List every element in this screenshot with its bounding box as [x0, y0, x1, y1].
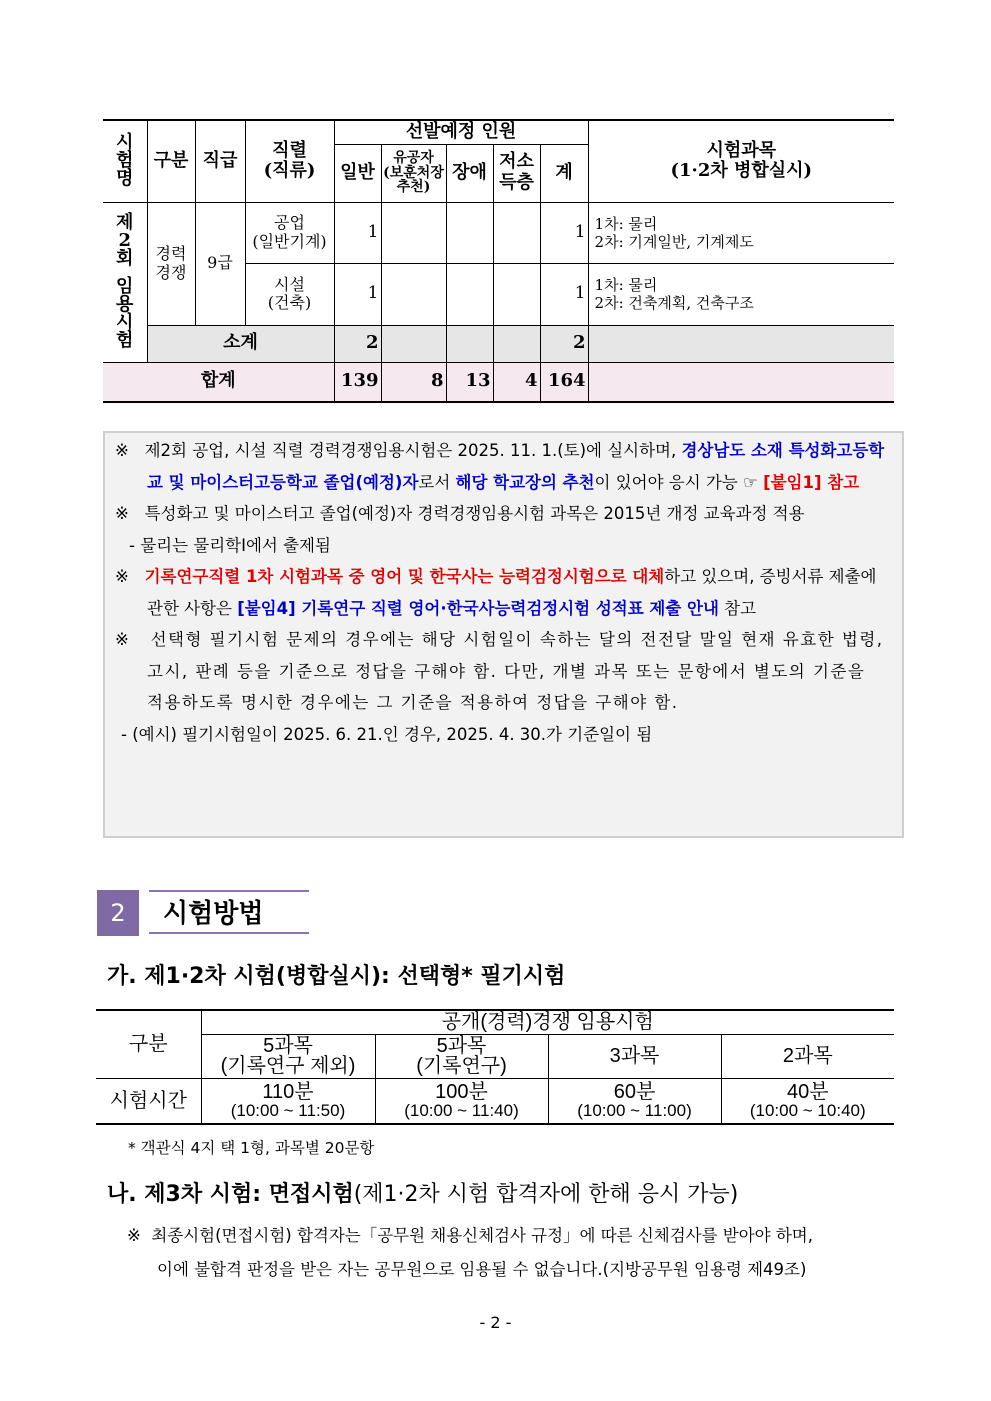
t2-col-header: 5과목 (기록연구) — [375, 1034, 548, 1078]
note-4-sub: - (예시) 필기시험일이 2025. 6. 21.인 경우, 2025. 4. 30.가 기준일이 됨 — [121, 724, 653, 744]
recruitment-table — [103, 119, 894, 403]
note-4: ※ 선택형 필기시험 문제의 경우에는 해당 시험일이 속하는 달의 전전달 말일 현재 유효한 법령, 고시, 판례 등을 기준으로 정답을 구해야 함. 다만, 개별 과목 또는 문항에서 별도의 기준을 적용하도록 명시한 경우에는 그 기준을 적용하여 정답을 구해야 함. — [115, 630, 884, 712]
t2-time-cell: 100분 (10:00 ~ 11:40) — [375, 1078, 548, 1124]
t2-col-header: 3과목 — [548, 1034, 721, 1078]
header-planned: 선발예정 인원 — [334, 120, 588, 144]
header-subjects: 시험과목 (1·2차 병합실시) — [588, 120, 894, 202]
note-1: ※ 제2회 공업, 시설 직렬 경력경쟁임용시험은 2025. 11. 1.(토)에 실시하며, 경상남도 소재 특성화고등학교 및 마이스터고등학교 졸업(예정)자로서 해당 학교장의 추천이 있어야 응시 가능 ☞ [붙임1] 참고 — [115, 441, 885, 492]
general-count: 1 — [334, 202, 381, 263]
header-low-income: 저소 득층 — [493, 144, 540, 202]
grand-total-total: 164 — [540, 362, 588, 402]
position-value: 시설 (건축) — [245, 263, 334, 325]
exam-name-vertical: 제 2 회 임 용 시 험 — [103, 202, 147, 362]
t2-col-header: 2과목 — [721, 1034, 894, 1078]
t2-time-cell: 110분 (10:00 ~ 11:50) — [201, 1078, 375, 1124]
t2-row-label: 시험시간 — [96, 1078, 201, 1124]
total-count: 1 — [540, 263, 588, 325]
note-2-sub: - 물리는 물리학Ⅰ에서 출제됨 — [129, 535, 331, 555]
notes-box — [103, 431, 904, 838]
position-value: 공업 (일반기계) — [245, 202, 334, 263]
subjects-value: 1차: 물리 2차: 기계일반, 기계제도 — [588, 202, 894, 263]
header-exam-name: 시 험 명 — [103, 120, 147, 202]
grade-value: 9급 — [195, 202, 245, 325]
subheading-b: 나. 제3차 시험: 면접시험(제1·2차 시험 합격자에 한해 응시 가능) — [107, 1182, 739, 1207]
footnote: * 객관식 4지 택 1형, 과목별 20문항 — [128, 1139, 375, 1157]
header-position: 직렬 (직류) — [245, 120, 334, 202]
section-title: 시험방법 — [149, 890, 309, 934]
total-count: 1 — [540, 202, 588, 263]
t2-group: 공개(경력)경쟁 임용시험 — [201, 1010, 894, 1034]
category-value: 경력 경쟁 — [147, 202, 195, 325]
t2-col-header: 5과목 (기록연구 제외) — [201, 1034, 375, 1078]
note-2: ※ 특성화고 및 마이스터고 졸업(예정)자 경력경쟁임용시험 과목은 2015년 개정 교육과정 적용 — [115, 504, 805, 523]
t2-time-cell: 60분 (10:00 ~ 11:00) — [548, 1078, 721, 1124]
subheading-a: 가. 제1·2차 시험(병합실시): 선택형* 필기시험 — [107, 964, 566, 989]
grand-total-general: 139 — [334, 362, 381, 402]
t2-time-cell: 40분 (10:00 ~ 10:40) — [721, 1078, 894, 1124]
header-general: 일반 — [334, 144, 381, 202]
header-category: 구분 — [147, 120, 195, 202]
subtotal-total: 2 — [540, 325, 588, 362]
general-count: 1 — [334, 263, 381, 325]
grand-total-low-income: 4 — [493, 362, 540, 402]
final-note-line2: 이에 불합격 판정을 받은 자는 공무원으로 임용될 수 없습니다.(지방공무원 임용령 제49조) — [157, 1260, 807, 1279]
grand-total-merit: 8 — [381, 362, 446, 402]
t2-category: 구분 — [96, 1010, 201, 1078]
final-note-line1: ※ 최종시험(면접시험) 합격자는「공무원 채용신체검사 규정」에 따른 신체검사를 받아야 하며, — [127, 1226, 813, 1245]
section-number: 2 — [97, 890, 139, 936]
header-merit: 유공자 (보훈처장 추천) — [381, 144, 446, 202]
grand-total-label: 합계 — [103, 362, 334, 402]
subtotal-general: 2 — [334, 325, 381, 362]
grand-total-disabled: 13 — [446, 362, 493, 402]
header-grade: 직급 — [195, 120, 245, 202]
page-number: - 2 - — [479, 1313, 512, 1332]
subtotal-label: 소계 — [147, 325, 334, 362]
exam-time-table — [96, 1009, 894, 1125]
note-3: ※ 기록연구직렬 1차 시험과목 중 영어 및 한국사는 능력검정시험으로 대체하고 있으며, 증빙서류 제출에 관한 사항은 [붙임4] 기록연구 직렬 영어·한국사능력검정시험 성적표 제출 안내 참고 — [115, 567, 877, 618]
subjects-value: 1차: 물리 2차: 건축계획, 건축구조 — [588, 263, 894, 325]
header-disabled: 장애 — [446, 144, 493, 202]
header-total: 계 — [540, 144, 588, 202]
